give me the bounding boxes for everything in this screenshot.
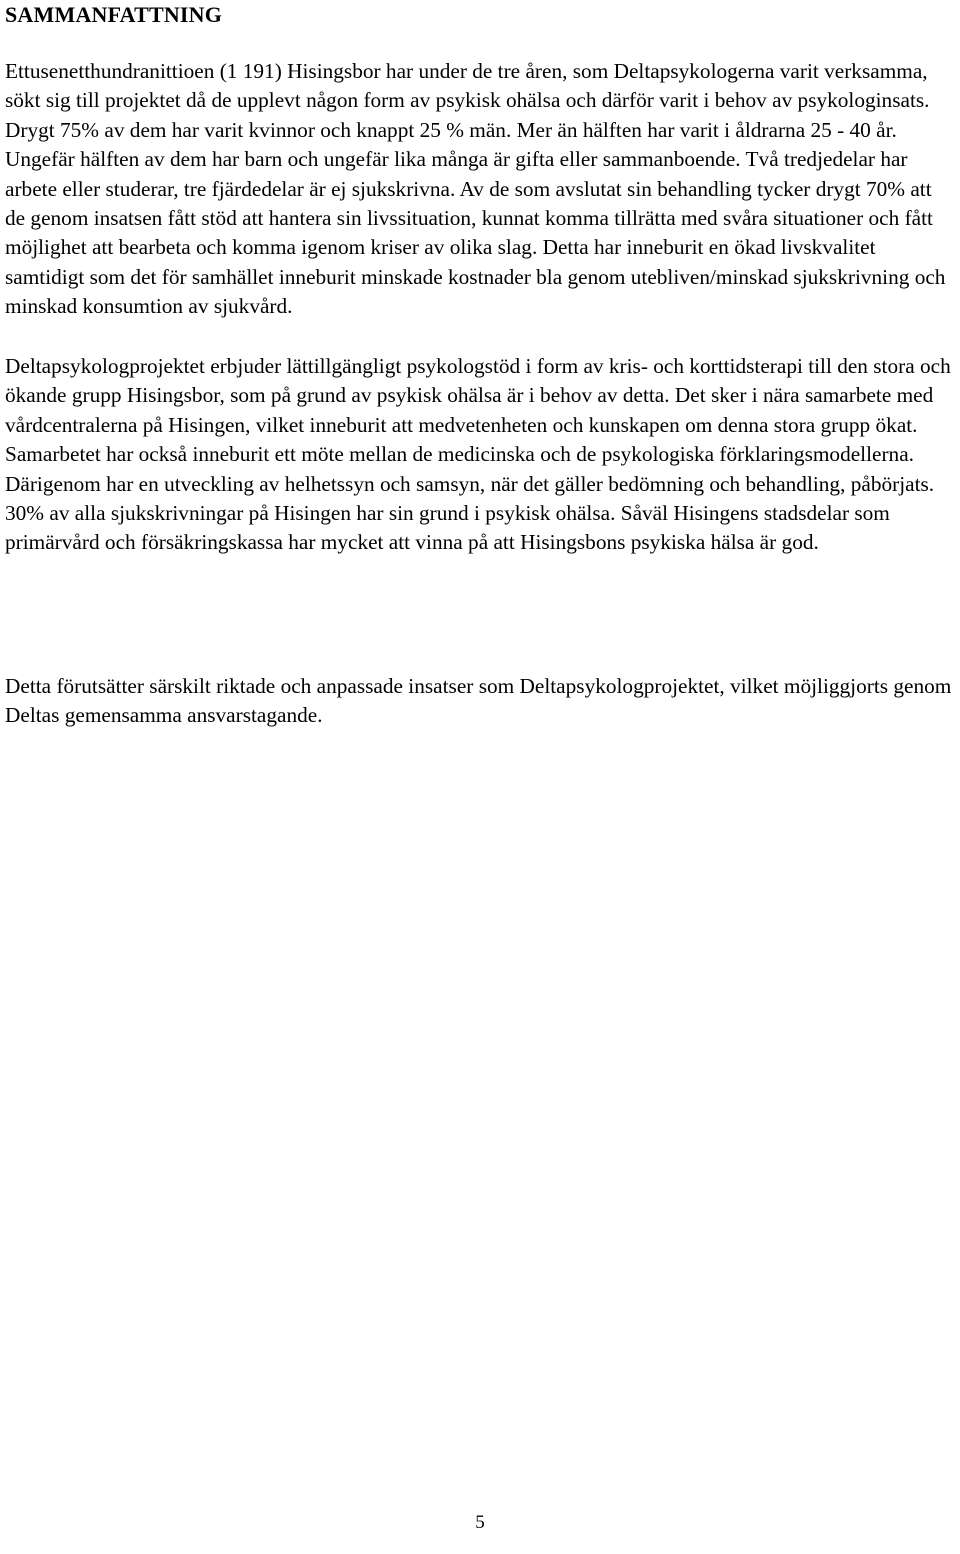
document-page bbox=[5, 0, 957, 728]
section-heading: SAMMANFATTNING bbox=[5, 2, 223, 27]
paragraph-conclusion: Detta förutsätter särskilt riktade och anpassade insatser som Deltapsykologprojektet, vilket möjliggjorts genom Deltas gemensamma ansvarstagande. bbox=[5, 674, 952, 728]
page-number: 5 bbox=[475, 1512, 485, 1533]
paragraph-summary-statistics: Ettusenetthundranittioen (1 191) Hisingsbor har under de tre åren, som Deltapsykologerna varit verksamma, sökt sig till projektet då de upplevt någon form av psykisk ohälsa och därför varit i behov av psykologinsats. Drygt 75% av dem har varit kvinnor och knappt 25 % män. Mer än hälften har varit i åldrarna 25 - 40 år. Ungefär hälften av dem har barn och ungefär lika många är gifta eller sammanboende. Två tredjedelar har arbete eller studerar, tre fjärdedelar är ej sjukskrivna. Av de som avslutat sin behandling tycker drygt 70% att de genom insatsen fått stöd att hantera sin livssituation, kunnat komma tillrätta med svåra situationer och fått möjlighet att bearbeta och komma igenom kriser av olika slag. Detta har inneburit en ökad livskvalitet samtidigt som det för samhället inneburit minskade kostnader bla genom utebliven/minskad sjukskrivning och minskad konsumtion av sjukvård. bbox=[5, 59, 946, 319]
paragraph-project-description: Deltapsykologprojektet erbjuder lättillgängligt psykologstöd i form av kris- och korttidsterapi till den stora och ökande grupp Hisingsbor, som på grund av psykisk ohälsa är i behov av detta. Det sker i nära samarbete med vårdcentralerna på Hisingen, vilket inneburit att medvetenheten och kunskapen om denna stora grupp ökat. Samarbetet har också inneburit ett möte mellan de medicinska och de psykologiska förklaringsmodellerna. Därigenom har en utveckling av helhetssyn och samsyn, när det gäller bedömning och behandling, påbörjats. 30% av alla sjukskrivningar på Hisingen har sin grund i psykisk ohälsa. Såväl Hisingens stadsdelar som primärvård och försäkringskassa har mycket att vinna på att Hisingsbons psykiska hälsa är god. bbox=[5, 354, 951, 555]
